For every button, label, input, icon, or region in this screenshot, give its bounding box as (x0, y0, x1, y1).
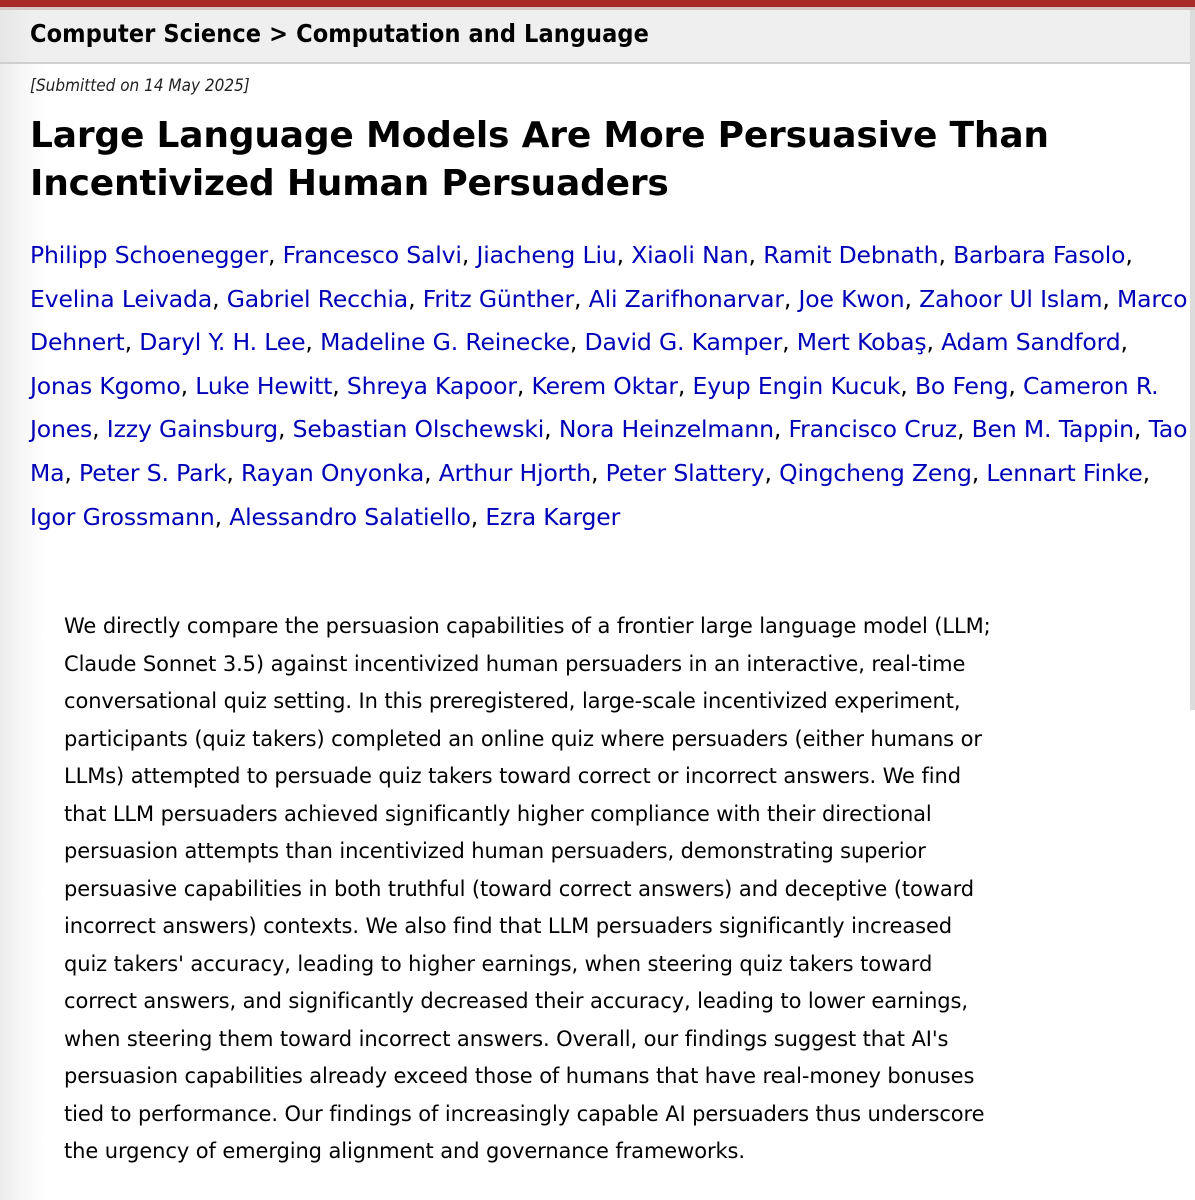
submission-date: [Submitted on 14 May 2025] (30, 76, 250, 96)
author-link[interactable]: Daryl Y. H. Lee (139, 328, 306, 357)
author-link[interactable]: Bo Feng (914, 371, 1009, 400)
author-link[interactable]: Joe Kwon (798, 284, 905, 313)
author-link[interactable]: Evelina Leivada (30, 284, 213, 313)
author-link[interactable]: Zahoor Ul Islam (919, 284, 1103, 313)
author-separator: , (677, 371, 693, 400)
author-separator: , (1125, 241, 1133, 269)
author-link[interactable]: David G. Kamper (584, 328, 783, 357)
author-link[interactable]: Kerem Oktar (531, 371, 678, 400)
author-separator: , (461, 241, 477, 269)
author-link[interactable]: Shreya Kapoor (346, 371, 517, 400)
abstract-line: LLMs) attempted to persuade quiz takers toward correct or incorrect answers. We find (64, 764, 961, 788)
author-link[interactable]: Arthur Hjorth (438, 458, 591, 487)
author-link[interactable]: Qingcheng Zeng (779, 458, 972, 487)
abstract-line: correct answers, and significantly decreased their accuracy, leading to lower earnings, (64, 989, 968, 1013)
author-separator: , (64, 458, 80, 487)
author-link[interactable]: Ben M. Tappin (971, 415, 1134, 444)
abstract-line: participants (quiz takers) completed an online quiz where persuaders (either humans or (64, 726, 982, 751)
category-header (0, 10, 1190, 64)
author-separator: , (1102, 284, 1117, 313)
author-separator: , (900, 371, 915, 400)
author-separator: , (1133, 415, 1149, 444)
author-link[interactable]: Marco Dehnert (30, 284, 1188, 357)
author-separator: , (180, 371, 196, 400)
author-link[interactable]: Izzy Gainsburg (106, 415, 278, 444)
author-link[interactable]: Gabriel Recchia (226, 284, 409, 313)
author-link[interactable]: Francisco Cruz (788, 415, 957, 444)
author-separator: , (574, 284, 589, 313)
author-separator: , (783, 284, 799, 313)
author-link[interactable]: Barbara Fasolo (953, 241, 1126, 269)
author-link[interactable]: Jiacheng Liu (476, 241, 617, 269)
author-link[interactable]: Mert Kobaş (796, 328, 927, 357)
author-link[interactable]: Adam Sandford (941, 328, 1121, 357)
breadcrumb-category[interactable]: Computer Science (30, 19, 262, 48)
author-link[interactable]: Peter Slattery (605, 458, 765, 487)
author-link[interactable]: Madeline G. Reinecke (320, 328, 570, 357)
author-separator: , (938, 241, 954, 269)
author-separator: , (591, 458, 606, 487)
author-list (30, 234, 1190, 539)
author-link[interactable]: Tao Ma (30, 415, 1188, 487)
breadcrumb-separator: > (269, 19, 289, 48)
abstract-line: persuasion attempts than incentivized human persuaders, demonstrating superior (64, 839, 926, 863)
abstract-line: that LLM persuaders achieved significantly higher compliance with their directional (64, 801, 932, 826)
author-link[interactable]: Philipp Schoenegger (30, 241, 268, 269)
author-separator: , (214, 502, 230, 531)
author-link[interactable]: Sebastian Olschewski (292, 415, 545, 444)
author-separator: , (904, 284, 920, 313)
abstract-line: persuasive capabilities in both truthful (toward correct answers) and deceptive (toward (64, 876, 974, 901)
abstract-line: the urgency of emerging alignment and governance frameworks. (64, 1139, 745, 1163)
abstract-line: when steering them toward incorrect answers. Overall, our findings suggest that AI's (64, 1026, 949, 1051)
author-link[interactable]: Peter S. Park (79, 458, 227, 487)
author-separator: , (616, 241, 632, 269)
author-separator: , (773, 415, 789, 444)
author-link[interactable]: Lennart Finke (986, 458, 1143, 487)
author-separator: , (470, 502, 486, 531)
author-separator: , (569, 328, 585, 357)
author-separator: , (332, 371, 347, 400)
author-separator: , (782, 328, 797, 357)
author-separator: , (277, 415, 293, 444)
author-separator: , (748, 241, 764, 269)
abstract-line: conversational quiz setting. In this preregistered, large-scale incentivized experiment, (64, 689, 961, 713)
author-separator: , (764, 458, 780, 487)
abstract-line: incorrect answers) contexts. We also find that LLM persuaders significantly increased (64, 914, 953, 938)
author-link[interactable]: Rayan Onyonka (240, 458, 425, 487)
author-link[interactable]: Jonas Kgomo (30, 371, 181, 400)
author-separator: , (1120, 328, 1128, 357)
author-separator: , (956, 415, 972, 444)
author-link[interactable]: Fritz Günther (422, 284, 574, 313)
breadcrumb (30, 19, 649, 48)
author-link[interactable]: Ali Zarifhonarvar (588, 284, 784, 313)
author-link[interactable]: Ezra Karger (485, 502, 621, 531)
abstract-line: Claude Sonnet 3.5) against incentivized human persuaders in an interactive, real-time (64, 651, 966, 676)
author-separator: , (926, 328, 942, 357)
author-separator: , (267, 241, 283, 269)
author-link[interactable]: Xiaoli Nan (631, 241, 749, 269)
author-separator: , (212, 284, 227, 313)
top-accent-bar (0, 0, 1195, 7)
author-separator: , (1142, 458, 1150, 487)
author-link[interactable]: Francesco Salvi (282, 241, 462, 269)
abstract-line: We directly compare the persuasion capabilities of a frontier large language model (LLM; (64, 614, 991, 638)
author-separator: , (92, 415, 107, 444)
abstract-line: persuasion capabilities already exceed those of humans that have real-money bonuses (64, 1064, 975, 1088)
author-separator: , (424, 458, 439, 487)
author-separator: , (1008, 371, 1023, 400)
author-separator: , (226, 458, 241, 487)
sidebar-edge (1190, 10, 1195, 710)
abstract-line: tied to performance. Our findings of increasingly capable AI persuaders thus underscore (64, 1101, 985, 1126)
abstract (64, 608, 1124, 1171)
paper-title: Large Language Models Are More Persuasive Than Incentivized Human Persuaders (30, 115, 1049, 204)
author-link[interactable]: Alessandro Salatiello (229, 502, 471, 531)
author-link[interactable]: Cameron R. Jones (30, 371, 1159, 444)
abstract-line: quiz takers' accuracy, leading to higher earnings, when steering quiz takers toward (64, 951, 933, 976)
author-link[interactable]: Eyup Engin Kucuk (692, 371, 901, 400)
author-link[interactable]: Luke Hewitt (195, 371, 333, 400)
author-separator: , (408, 284, 423, 313)
author-separator: , (124, 328, 140, 357)
breadcrumb-subcategory[interactable]: Computation and Language (296, 19, 649, 48)
author-separator: , (544, 415, 559, 444)
author-link[interactable]: Nora Heinzelmann (558, 415, 774, 444)
author-separator: , (516, 371, 532, 400)
author-separator: , (971, 458, 987, 487)
author-link[interactable]: Ramit Debnath (763, 241, 939, 269)
author-link[interactable]: Igor Grossmann (30, 502, 215, 531)
author-separator: , (305, 328, 321, 357)
